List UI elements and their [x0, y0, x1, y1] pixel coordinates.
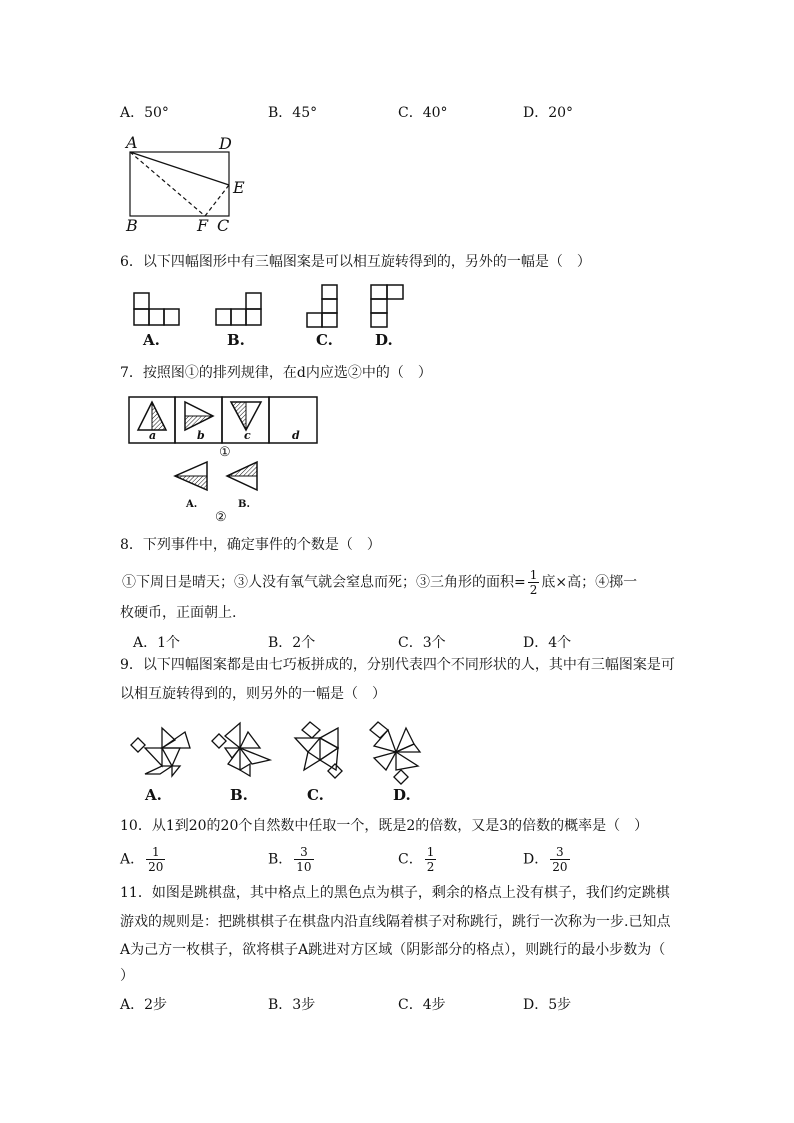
q8-option-c: C．3个 [398, 635, 446, 651]
q11-option-b: B．3步 [268, 997, 316, 1013]
q7-question: 7．按照图①的排列规律，在d内应选②中的（ ） [120, 365, 432, 381]
q10-a-den: 20 [148, 860, 164, 874]
q6-figure-c [306, 284, 346, 329]
q9-label-d: D. [393, 786, 411, 804]
q7-choice-a-label: A. [186, 499, 198, 510]
q6-label-d: D. [375, 331, 393, 349]
q10-option-b-letter: B． [268, 851, 293, 868]
q8-option-d: D．4个 [523, 635, 572, 651]
q5-label-b: B [126, 216, 138, 235]
q10-option-a-letter: A． [120, 851, 145, 868]
q10-option-b [268, 845, 316, 874]
q7-cell-c: c [244, 429, 251, 442]
q7-figure2-label: ② [215, 510, 227, 525]
q10-option-a-fraction [146, 845, 165, 874]
q5-option-b: B．45° [268, 105, 318, 121]
q5-option-c: C．40° [398, 105, 448, 121]
q11-question-line4: ） [120, 968, 134, 984]
q10-c-den: 2 [426, 860, 435, 874]
q9-tangram-b [210, 718, 275, 783]
q7-choice-a-triangle [172, 460, 212, 495]
q11-question-line3: A为己方一枚棋子，欲将棋子A跳进对方区域（阴影部分的格点），则跳行的最小步数为（ [120, 942, 666, 958]
q10-option-d-fraction [550, 845, 569, 874]
q8-frac-num: 1 [529, 568, 538, 582]
q10-c-num: 1 [426, 845, 435, 859]
q9-label-b: B. [230, 786, 248, 804]
q7-cell-d: d [292, 429, 300, 442]
q10-b-den: 10 [296, 860, 312, 874]
q8-events-line1 [122, 568, 637, 597]
q8-option-b: B．2个 [268, 635, 316, 651]
q5-label-e: E [233, 178, 245, 197]
q5-label-f: F [197, 216, 209, 235]
q10-b-num: 3 [294, 845, 313, 860]
q9-tangram-d [366, 718, 431, 788]
q8-events-text-a: ①下周日是晴天；③人没有氧气就会窒息而死；③三角形的面积= [122, 574, 526, 591]
q9-tangram-a [130, 718, 195, 783]
q10-option-d [523, 845, 572, 874]
q5-label-d: D [219, 134, 232, 153]
q5-label-a: A [126, 133, 138, 152]
q7-cell-b: b [197, 429, 205, 442]
q9-label-a: A. [145, 786, 162, 804]
q8-frac-den: 2 [529, 583, 538, 597]
q11-option-d: D．5步 [523, 997, 572, 1013]
q5-option-d: D．20° [523, 105, 574, 121]
q6-question: 6．以下四幅图形中有三幅图案是可以相互旋转得到的，另外的一幅是（ ） [120, 254, 591, 270]
q10-a-num: 1 [146, 845, 165, 860]
q7-figure1-label: ① [219, 445, 231, 460]
q7-cell-a: a [149, 429, 157, 442]
q11-question-line1: 11．如图是跳棋盘，其中格点上的黑色点为棋子，剩余的格点上没有棋子，我们约定跳棋 [120, 885, 670, 901]
q10-d-den: 20 [552, 860, 568, 874]
q5-label-c: C [217, 216, 230, 235]
q11-option-c: C．4步 [398, 997, 446, 1013]
q8-events-line2: 枚硬币，正面朝上. [120, 605, 237, 621]
q6-label-b: B. [227, 331, 245, 349]
q10-option-d-letter: D． [523, 851, 549, 868]
q11-question-line2: 游戏的规则是：把跳棋棋子在棋盘内沿直线隔着棋子对称跳行，跳行一次称为一步.已知点 [120, 914, 671, 930]
q8-fraction [528, 568, 540, 597]
q10-question: 10．从1到20的20个自然数中任取一个，既是2的倍数，又是3的倍数的概率是（ ） [120, 818, 649, 834]
q7-choice-b-label: B. [238, 499, 250, 510]
q10-option-b-fraction [294, 845, 313, 874]
q8-events-text-b: 底×高；④掷一 [541, 574, 638, 591]
q10-d-num: 3 [550, 845, 569, 860]
q10-option-c [398, 845, 438, 874]
q6-label-a: A. [143, 331, 160, 349]
q8-question: 8．下列事件中，确定事件的个数是（ ） [120, 537, 381, 553]
q8-option-a: A．1个 [133, 635, 181, 651]
q10-option-a [120, 845, 167, 874]
q6-label-c: C. [316, 331, 333, 349]
q10-option-c-letter: C． [398, 851, 423, 868]
q6-figure-d [370, 284, 410, 329]
q9-label-c: C. [307, 786, 324, 804]
q7-choice-b-triangle [225, 460, 265, 495]
q11-option-a: A．2步 [120, 997, 168, 1013]
q9-question-line2: 以相互旋转得到的，则另外的一幅是（ ） [120, 686, 386, 702]
q6-figure-b [215, 292, 265, 327]
q6-figure-a [133, 292, 183, 327]
q10-option-c-fraction [425, 845, 437, 874]
q9-tangram-c [290, 718, 355, 783]
q9-question-line1: 9．以下四幅图案都是由七巧板拼成的，分别代表四个不同形状的人，其中有三幅图案是可 [120, 657, 675, 673]
q5-option-a: A．50° [120, 105, 169, 121]
